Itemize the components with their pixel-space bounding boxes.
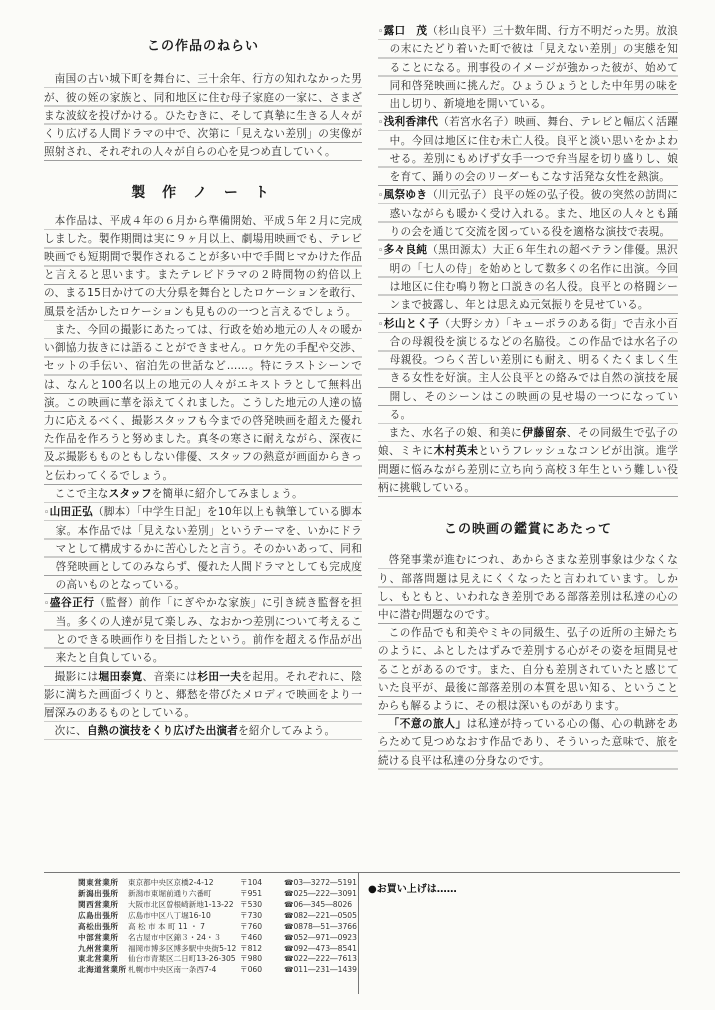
office-list bbox=[78, 878, 357, 976]
right-column bbox=[378, 22, 678, 770]
left-column bbox=[44, 22, 362, 740]
notes-paragraph-2: また、今回の撮影にあたっては、行政を始め地元の人々の暖かい御協力抜きには語ることができません。ロケ先の手配や交渉、セットの手伝い、宿泊先の世話など……。特にラストシーンでは、なんと100名以上の地元の人々がエキストラとして無料出演。この映画に華を添えてくれました。こうした地元の人達の協力に応えるべく、撮影スタッフも今までの啓発映画を超えた優れた作品を作ろうと努めました。真冬の寒さに耐えながら、深夜に及ぶ撮影もものともしない俳優、スタッフの熱意が画面からきっと伝わってくるでしょう。 bbox=[44, 321, 362, 485]
viewing-paragraph-1: 啓発事業が進むにつれ、あからさまな差別事象は少なくなり、部落問題は見えにくくなったと言われています。しかし、もともと、いわれなき差別である部落差別は私達の心の中に潜む問題なのです。 bbox=[378, 551, 678, 624]
viewing-paragraph-3: 「不意の旅人」は私達が持っている心の傷、心の軌跡をあらためて見つめなおす作品であり、そういった意味で、旅を続ける良平は私達の分身なのです。 bbox=[378, 715, 678, 770]
notes-paragraph-4: 撮影には堀田泰寛、音楽には杉田一夫を起用。それぞれに、陰影に満ちた画面づくりと、郷愁を帯びたメロディで映画をより一層深みのあるものとしている。 bbox=[44, 668, 362, 723]
notes-paragraph-1: 本作品は、平成４年の６月から準備開始、平成５年２月に完成しました。製作期間は実に９ヶ月以上、劇場用映画でも、テレビ映画でも短期間で製作されることが多い中で手間ヒマかけた作品と言えると思います。またテレビドラマの２時間物の約倍以上の、まる15日かけての大分県を舞台としたロケーションを敢行、風景を活かしたロケーションも見ものの一つと言えるでしょう。 bbox=[44, 212, 362, 321]
viewing-paragraph-2: この作品でも和美やミキの同級生、弘子の近所の主婦たちのように、ふとしたはずみで差別する心がその姿を垣間見せることがあるのです。また、自分も差別されていたと感じていた良平が、最後に部落差別の本質を思い知る、ということからも解るように、その根は深いものがあります。 bbox=[378, 624, 678, 715]
office-row: 関東営業所 東京都中央区京橋2-4-12 〒104 ☎03―3272―5191 bbox=[78, 878, 357, 887]
office-row: 東北営業所 仙台市青葉区二日町13-26-305 〒980 ☎022―222―7613 bbox=[78, 954, 357, 964]
section-title-aim: この作品のねらい bbox=[146, 39, 259, 54]
cast-item: ◦浅利香津代（若宮水名子）映画、舞台、テレビと幅広く活躍中。今回は地区に住む未亡人役。良平と淡い思いをかよわせる。差別にもめげず女手一つで弁当屋を切り盛りし、娘を育て、踊りの会のリーダーもこなす活発な女性を熱演。 bbox=[378, 113, 678, 186]
office-row: 新潟出張所 新潟市東堀前通り六番町 〒951 ☎025―222―3091 bbox=[78, 888, 357, 898]
cast-item: ◦風祭ゆき（川元弘子）良平の姪の弘子役。彼の突然の訪問に惑いながらも暖かく受け入れる。また、地区の人々とも踊りの会を通じて交流を図っている役を適格な演技で表現。 bbox=[378, 186, 678, 241]
office-row: 関西営業所 大阪市北区曽根崎新地1-13-22 〒530 ☎06―345―8026 bbox=[78, 899, 353, 909]
notes-paragraph-5: 次に、自熱の演技をくり広げた出演者を紹介してみよう。 bbox=[44, 722, 362, 740]
section-title-viewing: この映画の鑑賞にあたって bbox=[443, 521, 612, 537]
purchase-note: ●お買い上げは…… bbox=[368, 884, 457, 895]
cast-tail-paragraph: また、水名子の娘、和美に伊藤留奈、その同級生で弘子の娘、ミキに木村英未というフレッシュなコンビが出演。進学問題に悩みながら差別に立ち向う高校３年生という難しい役柄に挑戦している。 bbox=[378, 424, 678, 497]
office-row: 広島出張所 広島市中区八丁堀16-10 〒730 ☎082―221―0505 bbox=[78, 910, 357, 920]
footer-rule bbox=[44, 872, 680, 873]
footer-divider bbox=[358, 872, 359, 994]
staff-item: ◦盛谷正行（監督）前作「にぎやかな家族」に引き続き監督を担当。多くの人達が見て楽しみ、なおかつ差別について考えることのできる映画作りを目指したという。前作を超える作品が出来たと自負している。 bbox=[44, 594, 362, 667]
aim-paragraph: 南国の古い城下町を舞台に、三十余年、行方の知れなかった男が、彼の姪の家族と、同和地区に住む母子家庭の一家に、さまざまな波紋を投げかける。ひたむきに、そして真摯に生きる人々がくり広げる人間ドラマの中で、次第に「見えない差別」の実像が照射され、それぞれの人々が自らの心を見つめ直していく。 bbox=[44, 70, 362, 161]
notes-paragraph-3: ここで主なスタッフを簡単に紹介してみましょう。 bbox=[44, 485, 362, 503]
staff-item: ◦山田正弘（脚本）「中学生日記」を10年以上も執筆している脚本家。本作品では「見えない差別」というテーマを、いかにドラマとして構成するかに苦心したと言う。そのかいあって、同和啓発映画としてのみならず、優れた人間ドラマとしても完成度の高いものとなっている。 bbox=[44, 503, 362, 594]
section-title-notes: 製 作 ノ ー ト bbox=[131, 185, 275, 202]
office-row: 北海道営業所 札幌市中央区南一条西7-4 〒060 ☎011―231―1439 bbox=[78, 965, 357, 975]
office-row: 中部営業所 名古屋市中区錦３・24・３ 〒460 ☎052―971―0923 bbox=[78, 932, 357, 942]
cast-item: ◦露口 茂（杉山良平）三十数年間、行方不明だった男。放浪の末にたどり着いた町で彼は「見えない差別」の実態を知ることになる。刑事役のイメージが強かった彼が、始めて同和啓発映画に挑んだ。ひょうひょうとした中年男の味を出し切り、新境地を開いている。 bbox=[378, 22, 678, 113]
cast-item: ◦多々良純（黒田源太）大正６年生れの超ベテラン俳優。黒沢明の「七人の侍」を始めとして数多くの名作に出演。今回は地区に住む鳴り物と口説きの名人役。良平との格闘シーンまで披露し、年とは思えぬ元気振りを見せている。 bbox=[378, 241, 678, 314]
office-row: 高松出張所 高 松 市 本 町 11 ・ 7 〒760 ☎0878―51―3766 bbox=[78, 921, 357, 931]
office-row: 九州営業所 福岡市博多区博多駅中央街5-12 〒812 ☎092―473―8541 bbox=[78, 943, 357, 953]
cast-item: ◦杉山とく子（大野シカ）「キューポラのある街」で吉永小百合の母親役を演じるなどの名脇役。この作品では水名子の母親役。つらく苦しい差別にも耐え、明るくたくましく生きる女性を好演。主人公良平との絡みでは自然の演技を展開し、そのシーンはこの映画の見せ場の一つになっている。 bbox=[378, 315, 678, 425]
